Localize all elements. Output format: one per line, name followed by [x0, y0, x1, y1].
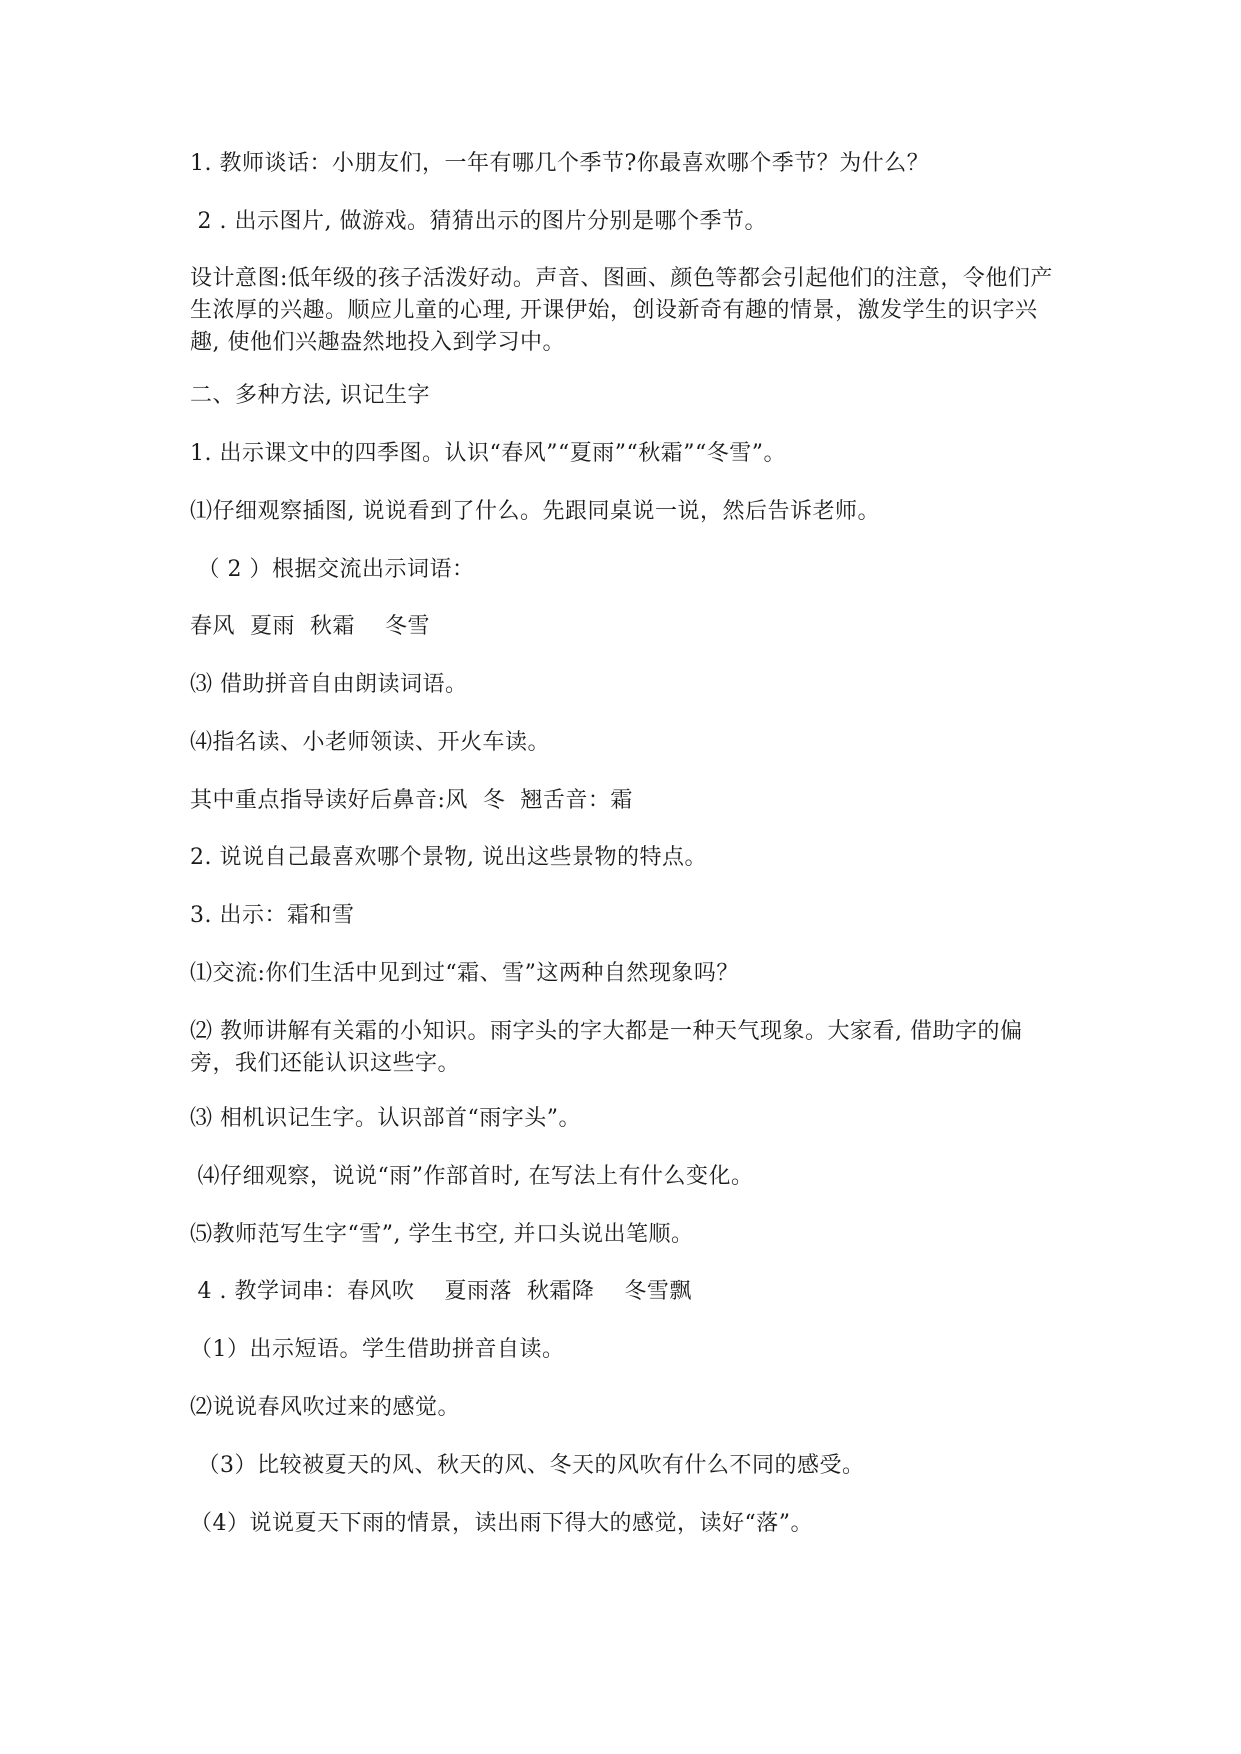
paragraph-frost-snow: 3. 出示：霜和雪 — [190, 903, 355, 928]
paragraph-word-list: 春风 夏雨 秋霜 冬雪 — [190, 614, 430, 639]
paragraph-pronunciation: 其中重点指导读好后鼻音:风 冬 翘舌音：霜 — [190, 788, 633, 813]
paragraph-stroke-order: ⑸教师范写生字“雪”, 学生书空, 并口头说出笔顺。 — [190, 1222, 694, 1247]
paragraph-four-seasons: 1. 出示课文中的四季图。认识“春风”“夏雨”“秋霜”“冬雪”。 — [190, 441, 786, 466]
paragraph-summer-rain: （4）说说夏天下雨的情景，读出雨下得大的感觉，读好“落”。 — [190, 1511, 813, 1536]
paragraph-show-pictures: 2 . 出示图片, 做游戏。猜猜出示的图片分别是哪个季节。 — [190, 209, 767, 234]
paragraph-design-intent: 设计意图:低年级的孩子活泼好动。声音、图画、颜色等都会引起他们的注意，令他们产生浓厚的兴趣。顺应儿童的心理, 开课伊始，创设新奇有趣的情景，激发学生的识字兴趣, 使他们兴趣盎然地投入到学习中。 — [190, 266, 1053, 355]
paragraph-favorite-scene: 2. 说说自己最喜欢哪个景物, 说出这些景物的特点。 — [190, 845, 707, 870]
paragraph-compare-winds: （3）比较被夏天的风、秋天的风、冬天的风吹有什么不同的感受。 — [190, 1453, 865, 1478]
paragraph-radical-change: ⑷仔细观察，说说“雨”作部首时, 在写法上有什么变化。 — [190, 1164, 754, 1189]
paragraph-frost-knowledge: ⑵ 教师讲解有关霜的小知识。雨字头的字大都是一种天气现象。大家看, 借助字的偏旁，我们还能认识这些字。 — [190, 1019, 1023, 1076]
paragraph-observe-illustration: ⑴仔细观察插图, 说说看到了什么。先跟同桌说一说，然后告诉老师。 — [190, 499, 880, 524]
paragraph-show-words: （ 2 ）根据交流出示词语： — [190, 557, 475, 582]
paragraph-teacher-talk: 1. 教师谈话：小朋友们，一年有哪几个季节?你最喜欢哪个季节？为什么？ — [190, 151, 930, 176]
section-heading-methods: 二、多种方法, 识记生字 — [190, 383, 430, 408]
paragraph-read-pinyin: ⑶ 借助拼音自由朗读词语。 — [190, 672, 468, 697]
paragraph-phrases: （1）出示短语。学生借助拼音自读。 — [190, 1337, 565, 1362]
paragraph-word-string: 4 . 教学词串：春风吹 夏雨落 秋霜降 冬雪飘 — [190, 1279, 692, 1304]
paragraph-spring-wind: ⑵说说春风吹过来的感觉。 — [190, 1395, 461, 1420]
paragraph-read-aloud: ⑷指名读、小老师领读、开火车读。 — [190, 730, 551, 755]
paragraph-radical: ⑶ 相机识记生字。认识部首“雨字头”。 — [190, 1106, 581, 1131]
paragraph-discussion: ⑴交流:你们生活中见到过“霜、雪”这两种自然现象吗？ — [190, 961, 739, 986]
